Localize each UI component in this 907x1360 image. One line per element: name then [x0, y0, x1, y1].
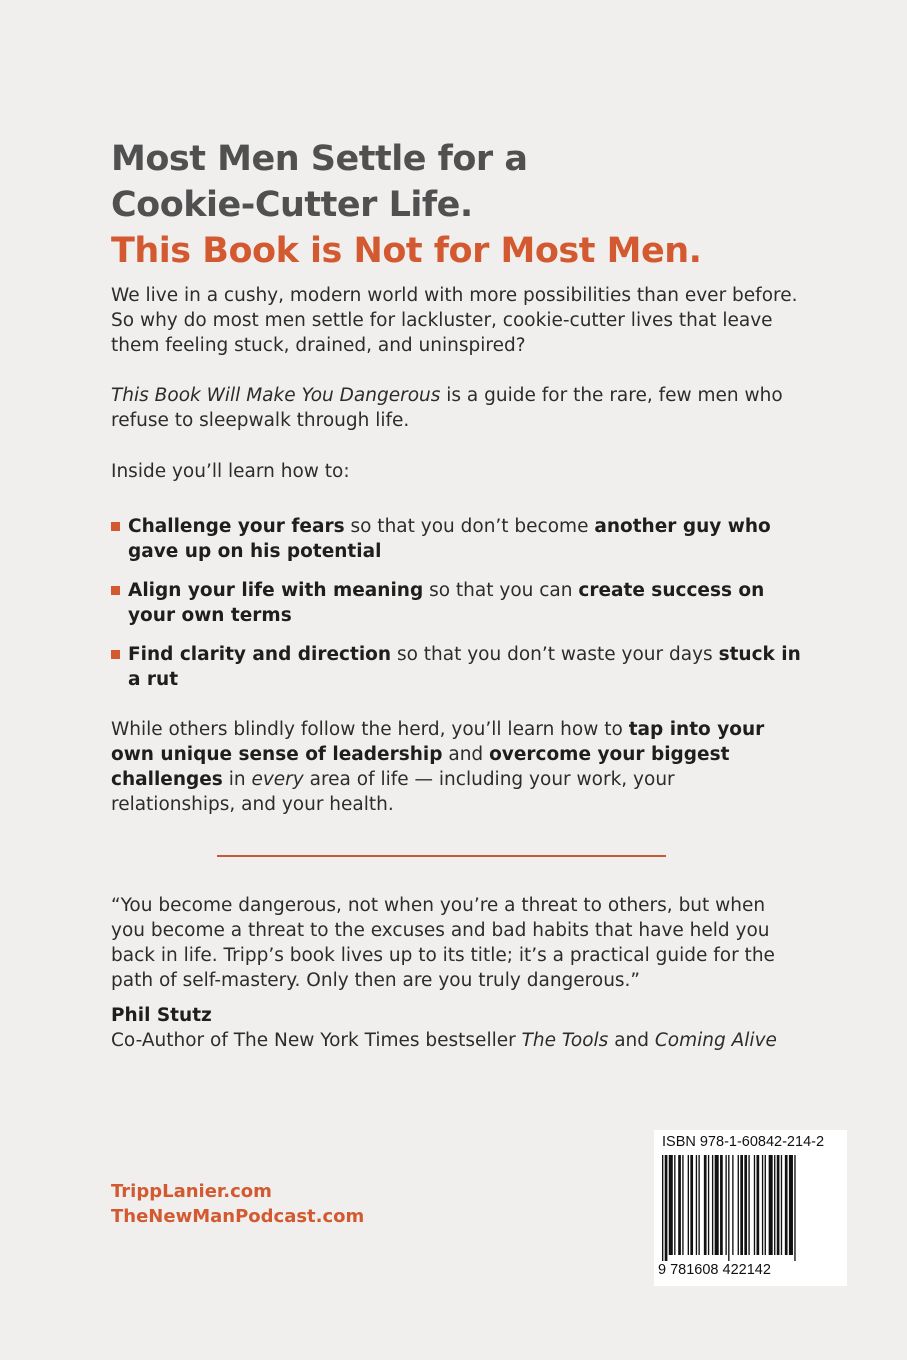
barcode-bar	[794, 1155, 795, 1261]
role-and: and	[608, 1030, 655, 1051]
closing-text-2: and	[442, 744, 490, 765]
barcode-bar	[662, 1155, 663, 1261]
role-prefix: Co-Author of The New York Times bestseller	[111, 1030, 522, 1051]
quote-author: Phil Stutz	[111, 1005, 212, 1026]
barcode-bar	[762, 1155, 763, 1255]
barcode-bar	[725, 1155, 726, 1255]
bullet-text: so that you don’t waste your days	[391, 644, 719, 665]
barcode-bar	[715, 1155, 719, 1255]
barcode-bar	[774, 1155, 775, 1255]
quote-text: “You become dangerous, not when you’re a threat to others, but when you become a threat to the excuses and bad habits that have held you back in life. Tripp’s book lives up to its title; it’s a practical guide for the path of self-mastery. Only then are you truly dangerous.”	[111, 895, 775, 991]
square-bullet-icon	[111, 586, 120, 595]
barcode-digits: 9 781608 422142	[658, 1262, 771, 1278]
intro-paragraph	[111, 283, 801, 358]
headline-line-2: Cookie-Cutter Life.	[111, 185, 473, 225]
quote-author-role	[111, 1028, 831, 1053]
bullet-text: so that you can	[423, 580, 579, 601]
closing-text-4: area of life — including your work, your relationships, and your health.	[111, 769, 675, 815]
book-title: This Book Will Make You Dangerous	[111, 385, 441, 406]
barcode-bar	[712, 1155, 713, 1255]
website-link-tripplanier[interactable]: TrippLanier.com	[111, 1181, 272, 1202]
inside-text: Inside you’ll learn how to:	[111, 461, 350, 482]
intro-text: We live in a cushy, modern world with more possibilities than ever before. So why do most men settle for lackluster, cookie-cutter lives that leave them feeling stuck, drained, and uninspired?	[111, 285, 798, 356]
square-bullet-icon	[111, 650, 120, 659]
barcode-bar	[690, 1155, 693, 1255]
barcode-bar	[769, 1155, 773, 1255]
barcode-bars	[660, 1155, 840, 1261]
closing-paragraph	[111, 717, 801, 817]
barcode-bar	[728, 1155, 729, 1261]
closing-bold-2: overcome your biggest challenges	[111, 744, 730, 790]
book-title-1: The Tools	[521, 1030, 609, 1051]
barcode-bar	[740, 1155, 743, 1255]
closing-emphasis: every	[251, 769, 304, 790]
bullet-bold-1: Align your life with meaning	[128, 580, 424, 601]
headline-line-1: Most Men Settle for a	[111, 139, 528, 179]
barcode-bar	[678, 1155, 681, 1255]
bullet-bold-1: Find clarity and direction	[128, 644, 392, 665]
barcode-bar	[704, 1155, 707, 1255]
barcode-bar	[785, 1155, 788, 1255]
list-item	[111, 514, 801, 564]
barcode-bar	[665, 1155, 668, 1261]
barcode-bar	[781, 1155, 782, 1255]
list-item	[111, 642, 801, 692]
benefit-list	[111, 514, 801, 706]
barcode-bar	[777, 1155, 780, 1255]
headline	[111, 136, 811, 274]
website-links	[111, 1179, 364, 1229]
barcode-bar	[682, 1155, 683, 1255]
testimonial-quote	[111, 893, 801, 993]
barcode-bar	[744, 1155, 747, 1255]
list-item	[111, 578, 801, 628]
closing-text-3: in	[222, 769, 252, 790]
headline-line-3: This Book is Not for Most Men.	[111, 231, 702, 271]
barcode-bar	[765, 1155, 766, 1255]
barcode-bar	[732, 1155, 733, 1255]
website-link-podcast[interactable]: TheNewManPodcast.com	[111, 1206, 365, 1227]
guide-text: is a guide for the rare, few men who refuse to sleepwalk through life.	[111, 385, 783, 431]
barcode-bar	[748, 1155, 749, 1255]
closing-text-1: While others blindly follow the herd, you’ll learn how to	[111, 719, 629, 740]
barcode-bar	[696, 1155, 697, 1255]
barcode-bar	[698, 1155, 699, 1255]
barcode-bar	[674, 1155, 675, 1255]
isbn-label: ISBN 978-1-60842-214-2	[662, 1134, 825, 1150]
guide-paragraph	[111, 383, 801, 433]
bullet-text: so that you don’t become	[344, 516, 595, 537]
barcode-bar	[754, 1155, 755, 1255]
bullet-bold-2: another guy who gave up on his potential	[128, 516, 771, 562]
barcode-bar	[757, 1155, 760, 1255]
bullet-bold-2: stuck in a rut	[128, 644, 801, 690]
bullet-bold-1: Challenge your fears	[128, 516, 345, 537]
square-bullet-icon	[111, 522, 120, 531]
barcode-bar	[669, 1155, 673, 1255]
barcode-bar	[738, 1155, 739, 1255]
bullet-bold-2: create success on your own terms	[128, 580, 765, 626]
barcode-bar	[688, 1155, 689, 1255]
isbn-barcode	[654, 1130, 847, 1286]
barcode-bar	[789, 1155, 793, 1255]
closing-bold-1: tap into your own unique sense of leadership	[111, 719, 765, 765]
inside-paragraph	[111, 459, 801, 484]
barcode-bar	[720, 1155, 723, 1255]
book-title-2: Coming Alive	[654, 1030, 777, 1051]
section-divider	[217, 855, 666, 857]
barcode-bar	[708, 1155, 709, 1255]
